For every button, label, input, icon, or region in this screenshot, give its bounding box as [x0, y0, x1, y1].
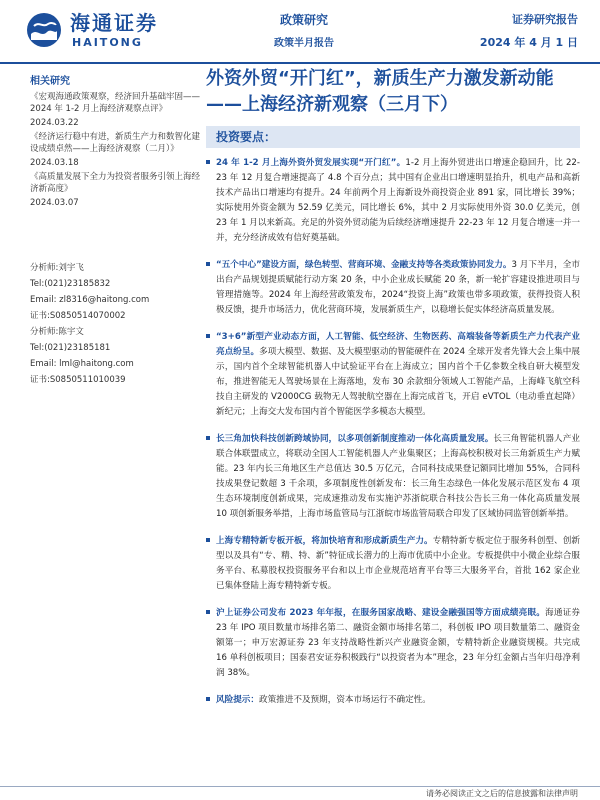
summary-point [206, 606, 580, 681]
related-item-date: 2024.03.22 [30, 118, 79, 128]
summary-point-lead: 上海专精特新专板开板，将加快培育和形成新质生产力。 [216, 536, 433, 546]
related-item[interactable]: 《宏观海通政策观察，经济回升基础牢固——2024 年 1-2 月上海经济观察点评》 [30, 92, 201, 114]
haitong-logo-icon [26, 12, 62, 48]
liaison-tel: Tel:(021)23185181 [30, 343, 111, 353]
summary-point-body: 3 月下半月，全市出台产品规划提质赋能行动方案 20 条，中小企业成长赋能 20 条，新一轮扩容建设推进项目与管理措施等。2024 年上海经营政策发布，2024“投资上海”政策也带多项政策，获得投资人积极反馈，提升市场活力，优化营商环境，发展新质生产，以稳增长促实体经济高质量发展。 [216, 260, 580, 315]
liaison-name: 分析师:陈宇文 [30, 327, 84, 337]
risk-warning [206, 693, 580, 708]
related-item[interactable]: 《经济运行稳中有进，新质生产力和数智化建设成绩卓然——上海经济观察（二月）》 [30, 132, 201, 154]
risk-warning-body: 政策推进不及预期，资本市场运行不确定性。 [258, 695, 431, 705]
analyst-tel: Tel:(021)23185832 [30, 279, 111, 289]
report-category: 政策研究 [279, 13, 328, 27]
summary-heading: 投资要点： [206, 126, 580, 148]
liaison-email[interactable]: Email: lml@haitong.com [30, 359, 134, 369]
summary-point-lead: 沪上证券公司发布 2023 年年报，在服务国家战略、建设金融强国等方面成绩亮眼。 [216, 608, 546, 618]
liaison-cert: 证书:S0850511010039 [30, 375, 126, 385]
disclaimer-footer: 请务必阅读正文之后的信息披露和法律声明 [426, 789, 578, 798]
summary-point-body: 多项大模型、数据、及大模型驱动的智能硬件在 2024 全球开发者先锋大会上集中展示，国内首个全球智能机器人中试验证平台在上海成立；国内首个千亿参数全栈自研大模型发布，推进智能无人驾驶场景在上海落地，发布 30 余款细分领域人工智能产品，上海峰飞航空科技自主研发的 V2000CG 载物无人驾驶航空器在上海完成首飞，开启 eVTOL（电动垂直起降）新纪元；上海交大发布国内首个智能医学多模态大模型。 [216, 347, 580, 417]
summary-point-body: 海通证券 23 年 IPO 项目数量市场排名第二、融资金额市场排名第二，科创板 IPO 项目数量第二、融资金额第一；申万宏源证券 23 年支持战略性新兴产业融资金额，专精特新企业融资规模。共完成 16 单科创板项目；国泰君安证券积极践行“以投资者为本”理念，23 年分红金额占当年归母净利润 38%。 [216, 608, 580, 678]
related-item-date: 2024.03.18 [30, 158, 79, 168]
summary-point [206, 330, 580, 420]
risk-warning-lead: 风险提示： [216, 695, 259, 705]
summary-point [206, 258, 580, 318]
analyst-cert: 证书:S0850514070002 [30, 311, 126, 321]
summary-point [206, 156, 580, 246]
summary-point [206, 534, 580, 594]
related-item-date: 2024.03.07 [30, 198, 79, 208]
summary-point-body: 1-2 月上海外贸进出口增速企稳回升，比 22-23 年 12 月复合增速提高了 4.8 个百分点；其中国有企业出口增速明显抬升，机电产品和高新技术产品出口增速均有提升。24 年前两个月上海新设外商投资企业 891 家，同比增长 39%；实际使用外资金额为 52.59 亿美元，同比增长 6%，其中 2 月实际使用外资 30.0 亿美元，创 23 年 1 月以来新高。充足的外资外贸动能为后续经济增速提升 22-23 年 12 月复合增速一并一并，充分经济成效有信好奠基础。 [216, 158, 580, 243]
summary-point [206, 432, 580, 522]
report-main [206, 66, 580, 720]
logo-text-en: HAITONG [72, 36, 143, 49]
summary-point-body: 专精特新专板定位于服务科创型、创新型以及具有“专、精、特、新”特征成长潜力的上海市优质中小企业。专板提供中小微企业综合服务平台、私募股权投资服务平台和以上市企业规范培育平台等三大服务平台，首批 162 家企业已集体登陆上海专精特新专板。 [216, 536, 580, 591]
summary-point-lead: 24 年 1-2 月上海外资外贸发展实现“开门红”。 [216, 158, 406, 168]
summary-point-lead: “五个中心”建设方面，绿色转型、营商环境、金融支持等各类政策协同发力。 [216, 260, 512, 270]
header-category-block [244, 12, 364, 49]
report-type: 证券研究报告 [512, 13, 578, 26]
summary-point-body: 长三角智能机器人产业联合体联盟成立，将联动全国人工智能机器人产业集聚区；上海高校积极对长三角新质生产力赋能。23 年内长三角地区生产总值达 30.5 万亿元，合同科技成果登记额同比增加 55%，合同科技成果登记数超 3 千余项，多项制度性创新发布：长三角生态绿色一体化发展示范区发布 4 项生态环境制度创新成果，完成速推动发布实施沪苏浙皖联合科技公告长三角一体化高质量发展 10 项创新服务举措，上海市场监管局与江浙皖市场监管局联合印发了区域协同监管创新举措。 [216, 434, 580, 519]
related-research [30, 72, 202, 211]
summary-point-lead: 长三角加快科技创新跨域协同，以多项创新制度推动一体化高质量发展。 [216, 434, 494, 444]
report-title: 外资外贸“开门红”，新质生产力激发新动能——上海经济新观察（三月下） [206, 68, 554, 115]
report-date: 2024 年 4 月 1 日 [479, 36, 578, 49]
header-divider [0, 62, 600, 64]
report-header [0, 0, 600, 62]
related-research-title: 相关研究 [30, 76, 70, 87]
brand-logo [26, 12, 216, 52]
analyst-contacts [30, 260, 202, 388]
header-meta-block [480, 12, 578, 50]
analyst-name: 分析师:刘宇飞 [30, 263, 84, 273]
summary-point-lead: “3+6”新型产业动态方面，人工智能、低空经济、生物医药、高端装备等新质生产力代表产业亮点纷呈。 [216, 332, 580, 357]
footer-divider [0, 786, 600, 787]
logo-text-cn: 海通证券 [70, 11, 158, 35]
report-subcategory: 政策半月报告 [274, 38, 334, 49]
related-item[interactable]: 《高质量发展下全力为投资者服务引领上海经济新高度》 [30, 172, 201, 194]
analyst-email[interactable]: Email: zl8316@haitong.com [30, 295, 150, 305]
